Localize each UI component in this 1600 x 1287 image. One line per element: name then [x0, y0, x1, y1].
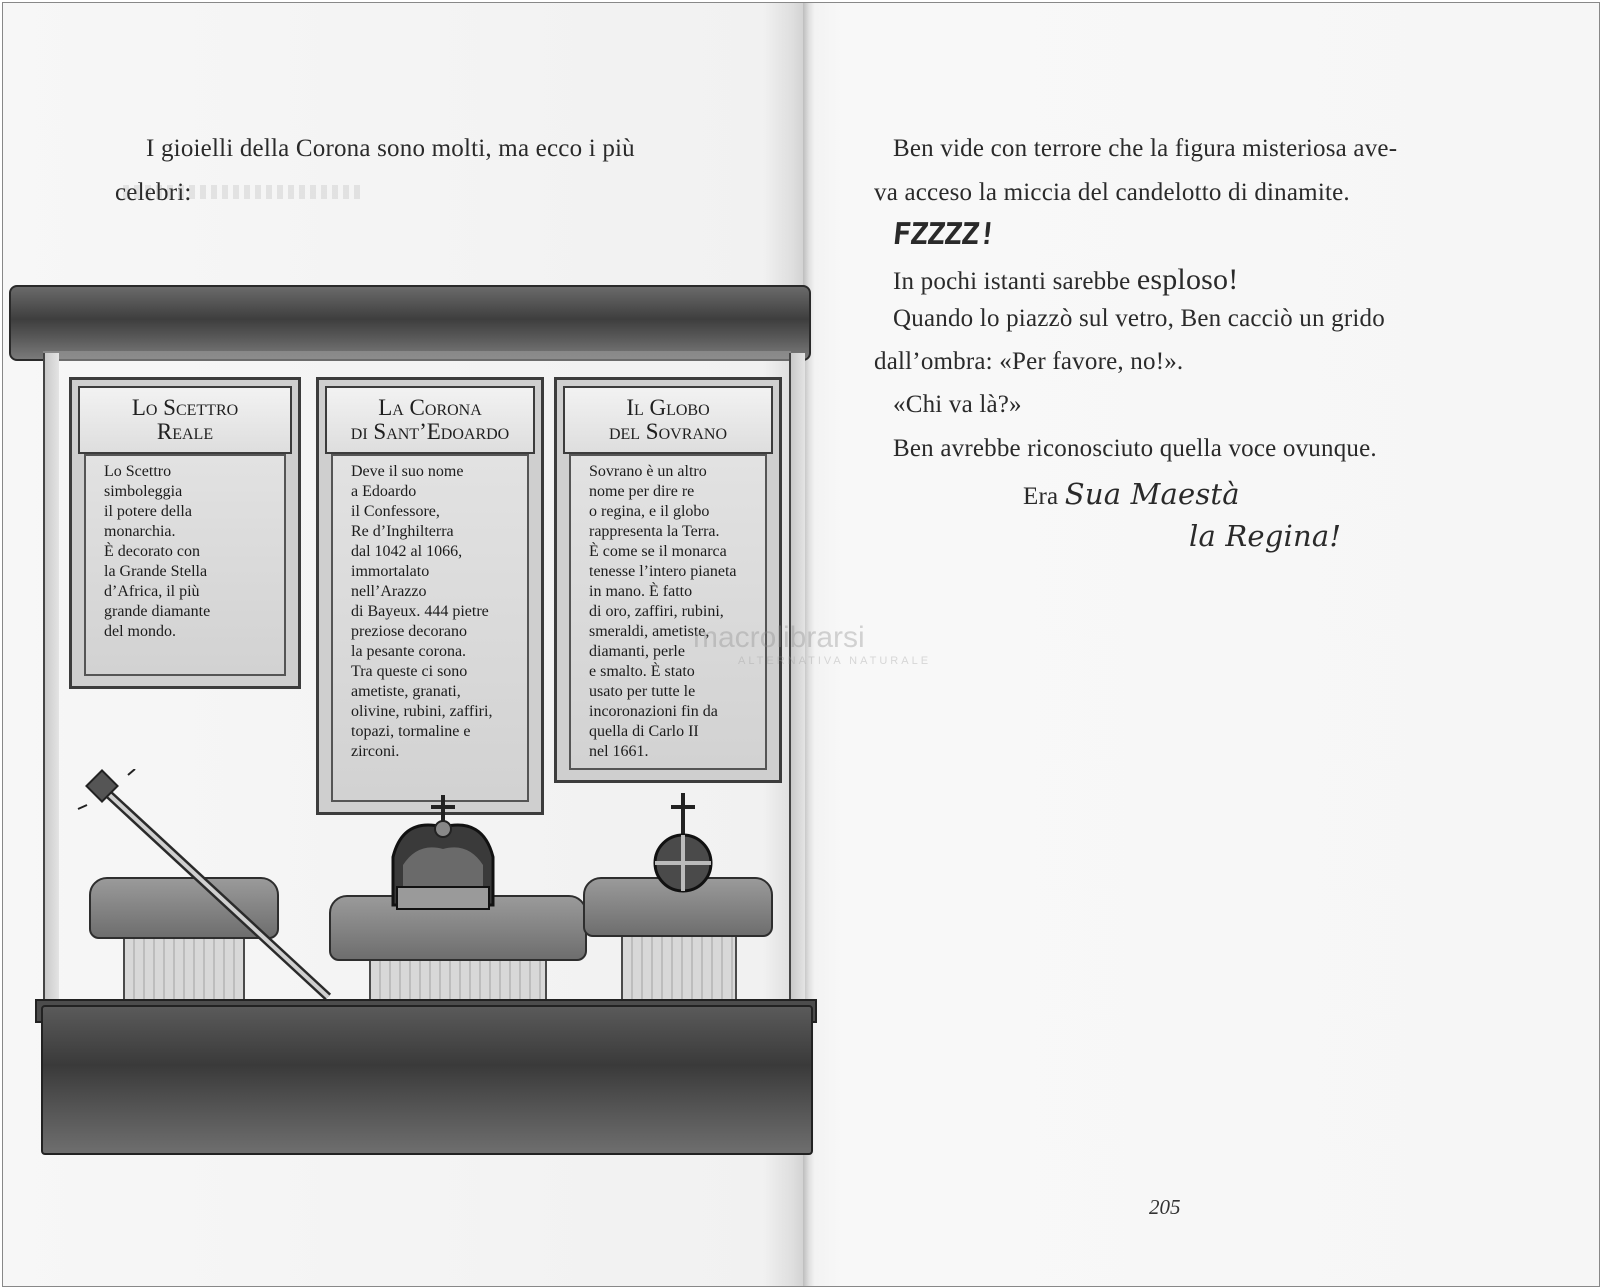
intro-line-1: I gioielli della Corona sono molti, ma ecco i più [146, 135, 635, 162]
panel-text-line: o regina, e il globo [589, 503, 710, 520]
panel-text-line: di oro, zaffiri, rubini, [589, 603, 724, 620]
panel-text-line: simboleggia [104, 483, 183, 500]
panel-body [84, 454, 286, 676]
panel-text-line: quella di Carlo II [589, 723, 699, 740]
text-line-3-start: In pochi istanti sarebbe [893, 268, 1137, 295]
panel-title-line: del Sovrano [608, 419, 728, 444]
panel-body [569, 454, 767, 770]
panel-text-line: Sovrano è un altro [589, 463, 707, 480]
panel-text-line: ametiste, granati, [351, 683, 461, 700]
panel-text-line: la Grande Stella [104, 563, 208, 580]
panel-text-line: nome per dire re [589, 483, 695, 500]
case-left-post [43, 353, 59, 1013]
text-line-5: dall’ombra: «Per favore, no!». [874, 348, 1184, 375]
text-line-8 [1023, 477, 1240, 511]
panel-text-line: tenesse l’intero pianeta [589, 563, 737, 580]
panel-text-line: grande diamante [104, 603, 211, 620]
panel-title-line: Lo Scettro [131, 395, 239, 420]
beam-ledge [43, 351, 791, 361]
panel-text-line: topazi, tormaline e [351, 723, 471, 740]
panel-title [563, 386, 773, 454]
info-panel-crown [316, 377, 544, 815]
text-line-3 [893, 263, 1238, 297]
panel-text-line: d’Africa, il più [104, 583, 200, 600]
text-line-6: «Chi va là?» [893, 391, 1022, 418]
panel-title-line: Il Globo [626, 395, 710, 420]
panel-text-line: di Bayeux. 444 pietre [351, 603, 489, 620]
page-number: 205 [1149, 1195, 1181, 1219]
text-line-7: Ben avrebbe riconosciuto quella voce ovunque. [893, 435, 1377, 462]
panel-text-line: Deve il suo nome [351, 463, 464, 480]
text-line-2: va acceso la miccia del candelotto di dinamite. [874, 179, 1350, 206]
panel-text-line: dal 1042 al 1066, [351, 543, 463, 560]
panel-text-line: zirconi. [351, 743, 400, 760]
panel-text-line: nell’Arazzo [351, 583, 427, 600]
intro-line-2: celebri: [115, 179, 192, 206]
panel-text [86, 456, 284, 642]
panel-text-line: olivine, rubini, zaffiri, [351, 703, 493, 720]
panel-text-line: Lo Scettro [104, 463, 172, 480]
crown-icon [383, 787, 503, 927]
panel-text-line: la pesante corona. [351, 643, 467, 660]
script-text: Sua Maestà [1064, 477, 1240, 511]
panel-text [333, 456, 527, 762]
sceptre-icon [73, 769, 343, 1009]
panel-text-line: nel 1661. [589, 743, 649, 760]
panel-text-line: rappresenta la Terra. [589, 523, 720, 540]
watermark-tagline: ALTERNATIVA NATURALE [738, 655, 932, 667]
panel-text-line: Re d’Inghilterra [351, 523, 454, 540]
panel-text-line: preziose decorano [351, 623, 467, 640]
panel-title-line: La Corona [378, 395, 482, 420]
panel-text-line: immortalato [351, 563, 430, 580]
crown-jewels-illustration [3, 279, 813, 1159]
display-base [41, 1005, 813, 1155]
panel-title [78, 386, 292, 454]
panel-text-line: del mondo. [104, 623, 176, 640]
panel-text-line: in mano. È fatto [589, 583, 693, 600]
text-line-4: Quando lo piazzò sul vetro, Ben cacciò un grido [893, 305, 1385, 332]
panel-body [331, 454, 529, 802]
panel-title [325, 386, 535, 454]
panel-text-line: il potere della [104, 503, 192, 520]
panel-text-line: il Confessore, [351, 503, 440, 520]
panel-text [571, 456, 765, 762]
display-case-top-beam [9, 285, 811, 361]
bleed-through-text [123, 185, 363, 199]
case-right-post [789, 353, 805, 1013]
panel-text-line: monarchia. [104, 523, 176, 540]
panel-text-line: diamanti, perle [589, 643, 685, 660]
book-spread [2, 2, 1600, 1287]
text-line-8-start: Era [1023, 483, 1065, 510]
panel-text-line: È decorato con [104, 543, 200, 560]
info-panel-sceptre [69, 377, 301, 689]
orb-icon [643, 789, 723, 899]
panel-text-line: a Edoardo [351, 483, 417, 500]
sound-effect: FZZZZ! [891, 217, 998, 252]
panel-title-line: di Sant’Edoardo [350, 419, 510, 444]
text-line-1: Ben vide con terrore che la figura misteriosa ave- [893, 135, 1398, 162]
script-line: la Regina! [1189, 519, 1342, 553]
emphasis-word: esploso! [1136, 263, 1239, 296]
panel-title-line: Reale [156, 419, 214, 444]
panel-text-line: smeraldi, ametiste, [589, 623, 710, 640]
panel-text-line: Tra queste ci sono [351, 663, 468, 680]
watermark-logo: macrolibrarsi [693, 621, 865, 654]
panel-text-line: e smalto. È stato [589, 663, 695, 680]
info-panel-orb [554, 377, 782, 783]
panel-text-line: È come se il monarca [589, 543, 727, 560]
panel-text-line: incoronazioni fin da [589, 703, 718, 720]
panel-text-line: usato per tutte le [589, 683, 696, 700]
